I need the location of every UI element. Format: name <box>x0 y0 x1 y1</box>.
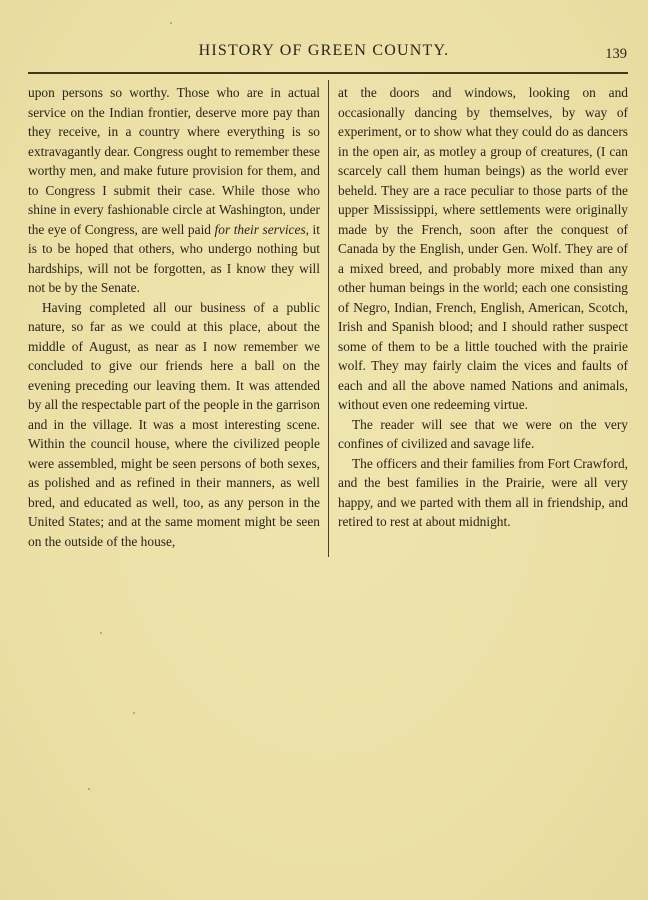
paragraph: Having completed all our business of a public nature, so far as we could at this place, about the middle of August, as near as I now remember we concluded to give our friends here a ball on the evening preceding our leaving them. It was attended by all the respectable part of the people in the garrison and in the village. It was a most interesting scene. Within the council house, where the civilized people were assembled, might be seen persons of both sexes, as polished and as refined in their manners, as well bred, and educated as well, too, as any person in the United States; and at the same moment might be seen on the outside of the house, <box>28 299 320 549</box>
page-number: 139 <box>605 46 627 62</box>
paragraph: at the doors and windows, looking on and occasionally dancing by themselves, by way of experiment, or to show what they could do as dancers in the open air, as motley a group of creatures, (I can scarcely call them human beings) as the world ever beheld. They are a race peculiar to those parts of the upper Mississippi, where settlements were originally made by the French, soon after the conquest of Canada by the English, under Gen. Wolf. They are of a mixed breed, and probably more mixed than any other human beings in the world; each one consisting of Negro, Indian, French, English, American, Scotch, Irish and Spanish blood; and I should rather suspect some of them to be a little touched with the prairie wolf. They may fairly claim the vices and faults of each and all the above named Nations and animals, without even one redeeming virtue. <box>338 85 628 412</box>
paragraph-text: , it is to be hoped that others, who undergo nothing but hardships, will not be forgotten, as I know they will not be by the Senate. <box>28 221 320 295</box>
running-title: HISTORY OF GREEN COUNTY. <box>198 42 450 59</box>
paper-speck <box>133 712 135 714</box>
header-rule <box>28 72 628 74</box>
paragraph: The reader will see that we were on the very confines of civilized and savage life. <box>338 416 628 451</box>
paragraph <box>28 83 320 298</box>
column-divider <box>328 80 329 557</box>
italic-phrase: for their services <box>214 221 306 237</box>
paper-speck <box>88 788 90 790</box>
paper-speck <box>170 22 172 24</box>
paper-speck <box>100 632 102 634</box>
paragraph: The officers and their families from Fort Crawford, and the best families in the Prairie, were all very happy, and we parted with them all in friendship, and retired to rest at about midnight. <box>338 455 628 529</box>
paragraph-text: upon persons so worthy. Those who are in actual service on the Indian frontier, deserve more pay than they receive, in a country where everything is so extravagantly dear. Congress ought to remember these worthy men, and make future provision for them, and to Congress I submit their case. While those who shine in every fashionable circle at Washington, under the eye of Congress, are well paid <box>28 85 320 237</box>
right-column <box>338 83 628 532</box>
left-column <box>28 83 320 551</box>
